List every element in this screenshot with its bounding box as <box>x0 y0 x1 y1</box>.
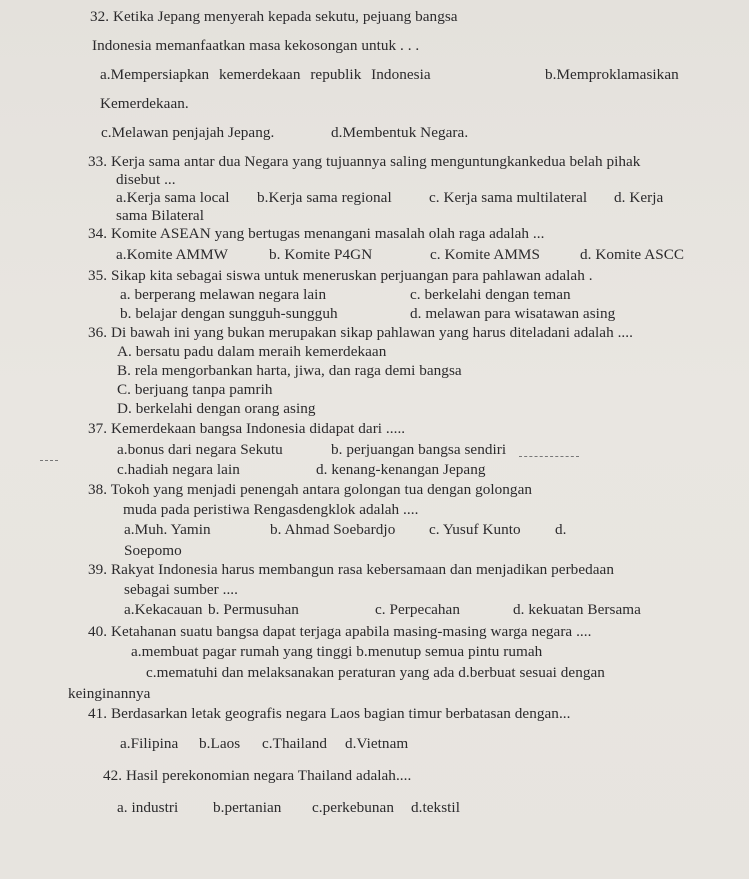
q40-option-d-cont: keinginannya <box>68 685 151 702</box>
q36-option-b: B. rela mengorbankan harta, jiwa, dan raga demi bangsa <box>117 362 462 379</box>
q33-stem-line2: disebut ... <box>116 171 176 188</box>
q36-option-d: D. berkelahi dengan orang asing <box>117 400 316 417</box>
q42-option-c: c.perkebunan <box>312 799 394 816</box>
q42-stem: 42. Hasil perekonomian negara Thailand adalah.... <box>103 767 412 784</box>
q35-option-b: b. belajar dengan sungguh-sungguh <box>120 305 338 322</box>
q41-option-a: a.Filipina <box>120 735 179 752</box>
q33-option-d: d. Kerja <box>614 189 664 206</box>
q42-option-b: b.pertanian <box>213 799 282 816</box>
q37-stem: 37. Kemerdekaan bangsa Indonesia didapat dari ..... <box>88 420 406 437</box>
q32-option-c: c.Melawan penjajah Jepang. <box>101 124 275 141</box>
q38-stem-line2: muda pada peristiwa Rengasdengklok adalah .... <box>123 501 419 518</box>
q36-stem: 36. Di bawah ini yang bukan merupakan sikap pahlawan yang harus diteladani adalah .... <box>88 324 633 341</box>
q39-option-a: a.Kekacauan <box>124 601 203 618</box>
q38-option-b: b. Ahmad Soebardjo <box>270 521 396 538</box>
q32-option-b: b.Memproklamasikan <box>545 66 679 83</box>
q41-stem: 41. Berdasarkan letak geografis negara Laos bagian timur berbatasan dengan... <box>88 705 571 722</box>
q40-options-a-b: a.membuat pagar rumah yang tinggi b.menutup semua pintu rumah <box>131 643 543 660</box>
q40-stem: 40. Ketahanan suatu bangsa dapat terjaga apabila masing-masing warga negara .... <box>88 623 592 640</box>
q35-option-d: d. melawan para wisatawan asing <box>410 305 616 322</box>
q35-stem: 35. Sikap kita sebagai siswa untuk meneruskan perjuangan para pahlawan adalah . <box>88 267 593 284</box>
q38-option-a: a.Muh. Yamin <box>124 521 211 538</box>
q36-option-c: C. berjuang tanpa pamrih <box>117 381 273 398</box>
q36-option-a: A. bersatu padu dalam meraih kemerdekaan <box>117 343 387 360</box>
q32-option-d: d.Membentuk Negara. <box>331 124 469 141</box>
q33-stem-line1: 33. Kerja sama antar dua Negara yang tujuannya saling menguntungkankedua belah pihak <box>88 153 641 170</box>
q33-option-c: c. Kerja sama multilateral <box>429 189 588 206</box>
q41-option-b: b.Laos <box>199 735 241 752</box>
q33-option-d-cont: sama Bilateral <box>116 207 204 224</box>
q33-option-a: a.Kerja sama local <box>116 189 230 206</box>
q37-option-d: d. kenang-kenangan Jepang <box>316 461 486 478</box>
q42-option-a: a. industri <box>117 799 179 816</box>
q37-option-c: c.hadiah negara lain <box>117 461 240 478</box>
q34-stem: 34. Komite ASEAN yang bertugas menangani masalah olah raga adalah ... <box>88 225 545 242</box>
q38-option-d: d. <box>555 521 567 538</box>
q35-option-a: a. berperang melawan negara lain <box>120 286 327 303</box>
q39-stem-line1: 39. Rakyat Indonesia harus membangun rasa kebersamaan dan menjadikan perbedaan <box>88 561 614 578</box>
margin-dash-mark <box>40 460 58 461</box>
q32-option-b-cont: Kemerdekaan. <box>100 95 189 112</box>
q39-option-d: d. kekuatan Bersama <box>513 601 641 618</box>
q34-option-c: c. Komite AMMS <box>430 246 540 263</box>
q37-option-a: a.bonus dari negara Sekutu <box>117 441 283 458</box>
q40-options-c-d: c.mematuhi dan melaksanakan peraturan yang ada d.berbuat sesuai dengan <box>146 664 605 681</box>
q39-stem-line2: sebagai sumber .... <box>124 581 238 598</box>
q42-option-d: d.tekstil <box>411 799 460 816</box>
q34-option-a: a.Komite AMMW <box>116 246 229 263</box>
q32-stem-line1: 32. Ketika Jepang menyerah kepada sekutu, pejuang bangsa <box>90 8 458 25</box>
q38-stem-line1: 38. Tokoh yang menjadi penengah antara golongan tua dengan golongan <box>88 481 533 498</box>
q38-option-d-cont: Soepomo <box>124 542 182 559</box>
q33-option-b: b.Kerja sama regional <box>257 189 392 206</box>
q32-stem-line2: Indonesia memanfaatkan masa kekosongan untuk . . . <box>92 37 420 54</box>
q39-option-b: b. Permusuhan <box>208 601 299 618</box>
q35-option-c: c. berkelahi dengan teman <box>410 286 571 303</box>
underline-dash-mark <box>519 456 579 457</box>
q37-option-b: b. perjuangan bangsa sendiri <box>331 441 507 458</box>
q39-option-c: c. Perpecahan <box>375 601 460 618</box>
q34-option-d: d. Komite ASCC <box>580 246 685 263</box>
q34-option-b: b. Komite P4GN <box>269 246 373 263</box>
q41-option-d: d.Vietnam <box>345 735 409 752</box>
q41-option-c: c.Thailand <box>262 735 328 752</box>
q38-option-c: c. Yusuf Kunto <box>429 521 521 538</box>
q32-option-a: a.Mempersiapkan kemerdekaan republik Indonesia <box>100 66 431 83</box>
